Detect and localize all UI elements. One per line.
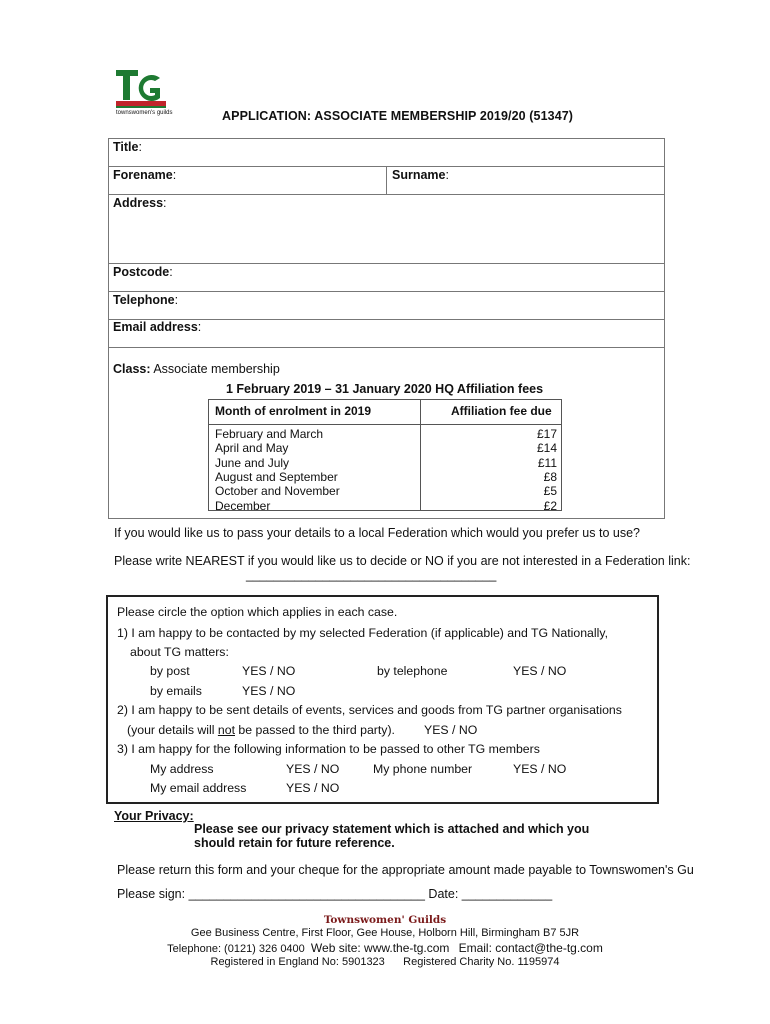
title-field[interactable]: Title:: [113, 140, 142, 154]
privacy-label: Your Privacy:: [114, 809, 194, 823]
my-phone-yes-no[interactable]: YES / NO: [513, 762, 567, 776]
return-instructions: Please return this form and your cheque for the appropriate amount made payable to Townswomen's Gu: [117, 863, 694, 877]
fee-month: August and September: [215, 469, 338, 484]
fee-table-header: Month of enrolment in 2019 Affiliation fee due: [209, 400, 561, 425]
consent-q1-cont: about TG matters:: [130, 645, 229, 659]
fee-amount: £17: [536, 427, 557, 441]
my-address-yes-no[interactable]: YES / NO: [286, 762, 340, 776]
fee-table-row: [209, 456, 561, 470]
fee-table-row: [209, 484, 561, 498]
postcode-field[interactable]: Postcode:: [113, 265, 173, 279]
affiliation-fee-table: [208, 399, 562, 511]
fee-amount: £8: [543, 469, 557, 484]
by-emails-yes-no[interactable]: YES / NO: [242, 684, 296, 698]
by-telephone-label: by telephone: [377, 664, 448, 678]
consent-q2: 2) I am happy to be sent details of events, services and goods from TG partner organisations: [117, 703, 622, 717]
signature-line[interactable]: Please sign: __________________________________ Date: _____________: [117, 887, 553, 901]
fee-month: April and May: [215, 441, 289, 456]
federation-question: If you would like us to pass your details to a local Federation which would you prefer us to use?: [114, 526, 640, 540]
consent-q1: 1) I am happy to be contacted by my selected Federation (if applicable) and TG Nationally,: [117, 626, 608, 640]
fee-amount: £11: [537, 455, 557, 470]
by-telephone-yes-no[interactable]: YES / NO: [513, 664, 567, 678]
fee-table-row: [209, 441, 561, 455]
footer-registration: Registered in England No: 5901323 Registered Charity No. 1195974: [210, 956, 560, 968]
fee-amount: £2: [543, 498, 557, 513]
fee-month: February and March: [215, 427, 324, 441]
fee-table-row: [209, 470, 561, 484]
footer-contact: Telephone: (0121) 326 0400 Web site: www.the-tg.com Email: contact@the-tg.com: [167, 941, 603, 955]
membership-class: Class: Associate membership: [113, 362, 280, 376]
fees-title: 1 February 2019 – 31 January 2020 HQ Affiliation fees: [226, 382, 544, 396]
fee-month: October and November: [215, 484, 340, 499]
my-address-label: My address: [150, 762, 214, 776]
page-title: APPLICATION: ASSOCIATE MEMBERSHIP 2019/20 (51347): [222, 109, 574, 123]
my-phone-label: My phone number: [373, 762, 473, 776]
fee-month: December: [215, 498, 271, 513]
partner-yes-no[interactable]: YES / NO: [424, 723, 478, 737]
fee-amount: £14: [536, 441, 557, 456]
privacy-line1: Please see our privacy statement which is attached and which you: [194, 822, 590, 836]
fee-table-row: [209, 427, 561, 441]
by-emails-label: by emails: [150, 684, 202, 698]
federation-instruction: Please write NEAREST if you would like us to decide or NO if you are not interested in a Federation link:: [114, 554, 691, 568]
tg-logo: [114, 68, 173, 122]
consent-intro: Please circle the option which applies in each case.: [117, 605, 398, 619]
footer-org: Townswomen' Guilds: [323, 914, 447, 926]
my-email-label: My email address: [150, 781, 247, 795]
by-post-yes-no[interactable]: YES / NO: [242, 664, 296, 678]
email-field[interactable]: Email address:: [113, 320, 202, 334]
by-post-label: by post: [150, 664, 190, 678]
consent-q2-cont: (your details will not be passed to the third party).: [127, 723, 395, 737]
privacy-line2: should retain for future reference.: [194, 836, 395, 850]
surname-field[interactable]: Surname:: [392, 168, 449, 182]
fee-table-row: [209, 499, 561, 513]
logo-tagline: townswomen's guilds: [116, 110, 173, 116]
federation-input[interactable]: ____________________________________: [246, 568, 497, 582]
address-field[interactable]: Address:: [113, 196, 167, 210]
forename-field[interactable]: Forename:: [113, 168, 177, 182]
footer-address: Gee Business Centre, First Floor, Gee House, Holborn Hill, Birmingham B7 5JR: [190, 927, 580, 939]
consent-q3: 3) I am happy for the following information to be passed to other TG members: [117, 742, 540, 756]
telephone-field[interactable]: Telephone:: [113, 293, 179, 307]
fee-month: June and July: [215, 455, 290, 470]
my-email-yes-no[interactable]: YES / NO: [286, 781, 340, 795]
fee-amount: £5: [543, 484, 557, 499]
